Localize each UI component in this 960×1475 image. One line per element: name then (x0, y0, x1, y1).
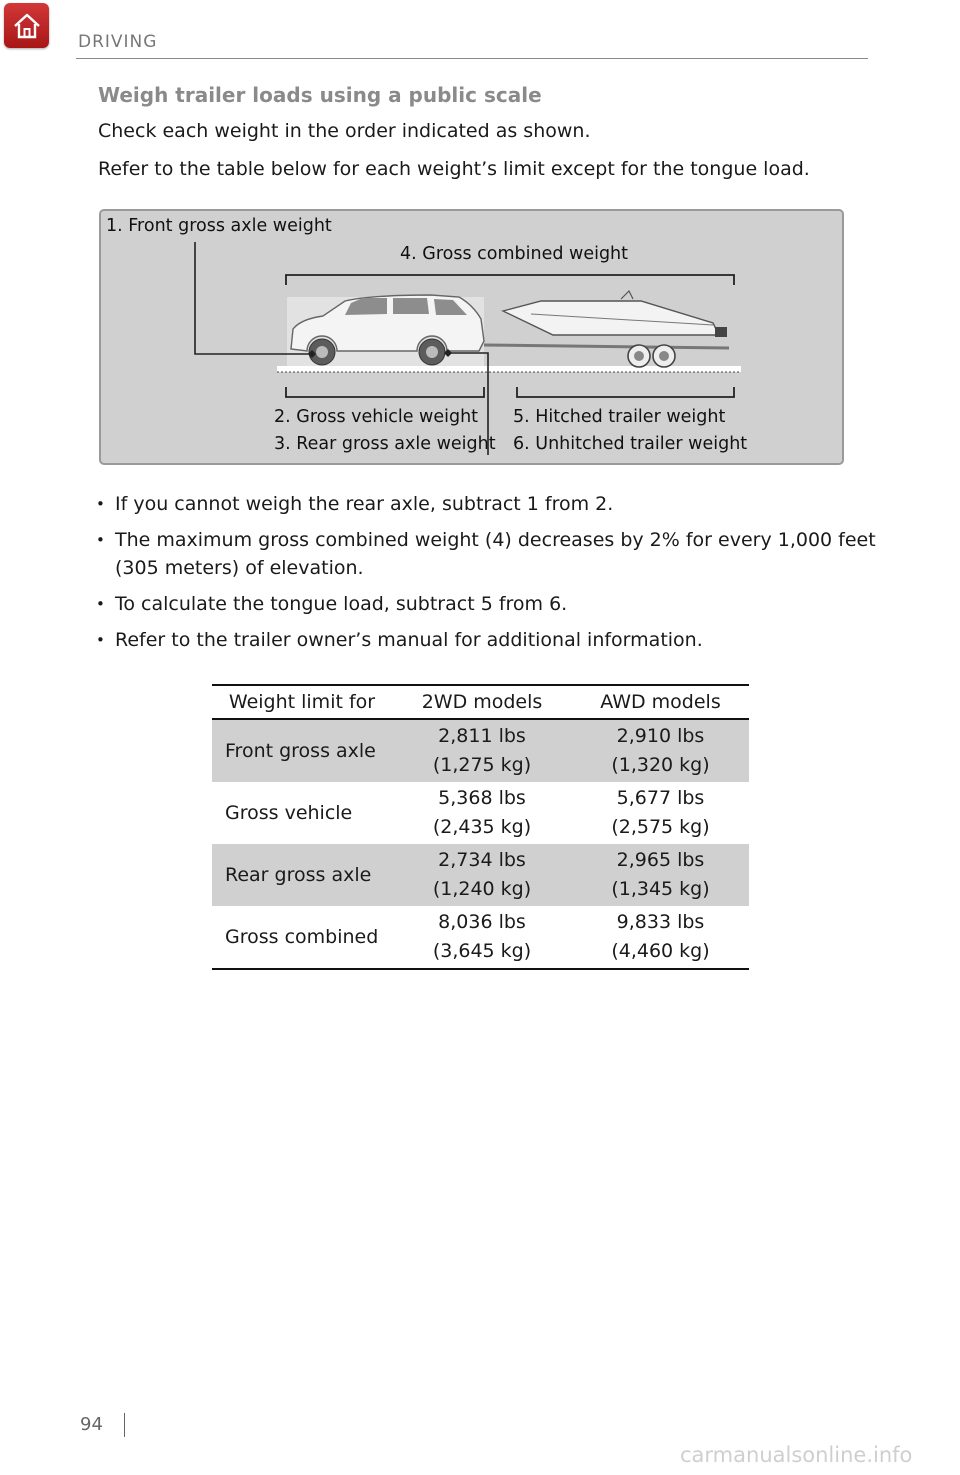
table-row (212, 782, 749, 844)
header-divider (76, 58, 868, 59)
weighing-diagram (99, 209, 844, 465)
home-button[interactable] (4, 3, 49, 48)
list-item: • Refer to the trailer owner’s manual for additional information. (96, 626, 876, 654)
column-header: AWD models (572, 685, 749, 719)
bullet-icon: • (96, 531, 105, 549)
table-header-row (212, 685, 749, 719)
cell-2wd: 2,734 lbs (1,240 kg) (392, 844, 572, 906)
row-label: Gross combined (212, 906, 392, 969)
row-label: Gross vehicle (225, 801, 353, 824)
cell-awd: 9,833 lbs (4,460 kg) (572, 906, 749, 969)
cell-awd: 2,965 lbs (1,345 kg) (572, 844, 749, 906)
list-item: • To calculate the tongue load, subtract 5 from 6. (96, 590, 876, 618)
page-number: 94 (80, 1414, 103, 1435)
bullet-icon: • (96, 495, 105, 513)
table-row (212, 719, 749, 782)
subheading: Weigh trailer loads using a public scale (98, 83, 542, 107)
label-front-gross-axle: 1. Front gross axle weight (106, 216, 332, 236)
column-header: 2WD models (392, 685, 572, 719)
notes-list (96, 490, 876, 662)
row-label: Rear gross axle (212, 844, 392, 906)
cell-2wd: 5,368 lbs (2,435 kg) (432, 787, 532, 838)
label-rear-gross-axle: 3. Rear gross axle weight (274, 434, 496, 454)
intro-text: Check each weight in the order indicated as shown. (98, 120, 591, 142)
list-item: • If you cannot weigh the rear axle, subtract 1 from 2. (96, 490, 876, 518)
cell-awd: 5,677 lbs (2,575 kg) (611, 787, 710, 838)
watermark: carmanualsonline.info (680, 1443, 913, 1467)
home-icon (12, 12, 42, 40)
column-header: Weight limit for (212, 685, 392, 719)
table-row (212, 844, 749, 906)
weight-limits-table (212, 684, 749, 970)
label-unhitched-trailer: 6. Unhitched trailer weight (513, 434, 748, 454)
label-gross-combined: 4. Gross combined weight (400, 244, 629, 264)
page-number-divider (124, 1413, 125, 1437)
cell-2wd: 8,036 lbs (3,645 kg) (392, 906, 572, 969)
label-hitched-trailer: 5. Hitched trailer weight (513, 407, 726, 427)
cell-2wd: 2,811 lbs (1,275 kg) (392, 719, 572, 782)
label-gross-vehicle: 2. Gross vehicle weight (274, 407, 479, 427)
list-item: • The maximum gross combined weight (4) decreases by 2% for every 1,000 feet (305 meters) of elevation. (96, 526, 876, 582)
cell-awd: 2,910 lbs (1,320 kg) (572, 719, 749, 782)
reference-text: Refer to the table below for each weight’s limit except for the tongue load. (98, 158, 810, 180)
row-label: Front gross axle (212, 719, 392, 782)
table-row (212, 906, 749, 969)
bullet-icon: • (96, 595, 105, 613)
bullet-icon: • (96, 631, 105, 649)
section-title: DRIVING (78, 32, 158, 52)
boat-trailer-illustration (484, 291, 729, 367)
